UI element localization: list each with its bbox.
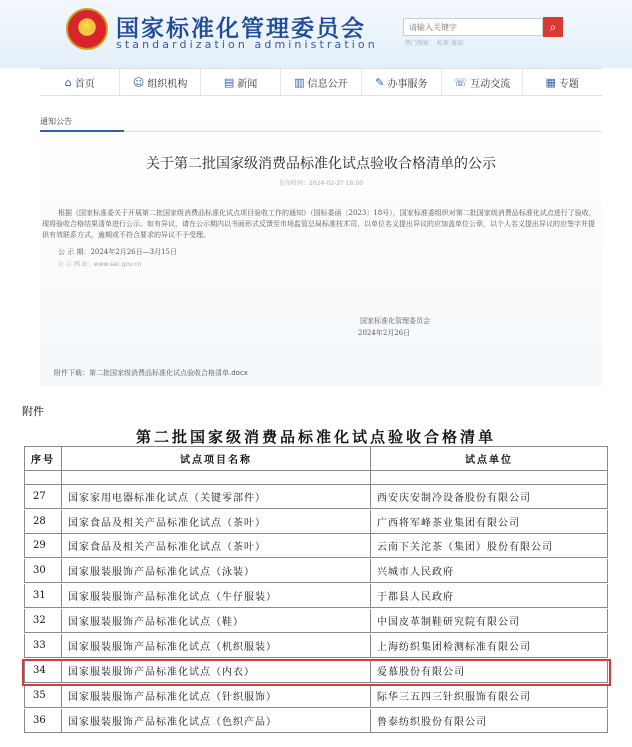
table-cell: 云南下关沱茶（集团）股份有限公司: [371, 534, 608, 557]
results-table: [24, 446, 608, 728]
table-cell: 国家服装服饰产品标准化试点（泳装）: [62, 559, 371, 582]
notice-site: 公 示 网 站：www.sac.gov.cn: [58, 261, 142, 268]
news-icon: ▤: [223, 75, 235, 89]
table-cell: 31: [24, 584, 62, 607]
national-emblem-icon: ★: [66, 8, 108, 50]
notice-panel: [40, 106, 602, 386]
main-nav: [40, 68, 602, 96]
nav-item-5[interactable]: [442, 69, 522, 95]
site-name[interactable]: 国家标准化管理委员会: [116, 16, 366, 42]
table-cell: [62, 471, 371, 484]
table-header-row: [24, 447, 608, 471]
table-row: [24, 510, 608, 534]
nav-item-0[interactable]: [40, 69, 120, 95]
nav-label: 专题: [558, 78, 579, 90]
table-cell: 际华三五四三针织服饰有限公司: [371, 684, 608, 707]
table-cell: 国家服装服饰产品标准化试点（机织服装）: [62, 634, 371, 657]
table-cell: 鲁泰纺织股份有限公司: [371, 709, 608, 732]
table-spacer-row: [24, 471, 608, 485]
table-cell: [24, 471, 62, 484]
column-header: 试点项目名称: [62, 447, 371, 470]
site-header: [0, 0, 632, 68]
nav-item-6[interactable]: [523, 69, 602, 95]
notice-body: 根据《国家标准委关于开展第二批国家级消费品标准化试点项目验收工作的通知》（国标委函〔2023〕18号），国家标准委组织对第二批国家级消费品标准化试点进行了验收，现将验收合格结果清单进行公示。如有异议，请在公示期内以书面形式反馈至市场监管总局标准技术司，以单位名义提出异议的应加盖单位公章，以个人名义提出异议的应签字并提供有效联系方式，逾期或不符合要求的异议不予受理。: [42, 209, 596, 239]
tab-bar: [40, 112, 602, 132]
nav-item-2[interactable]: [201, 69, 281, 95]
nav-item-1[interactable]: [120, 69, 200, 95]
column-header: 序号: [24, 447, 62, 470]
table-cell: 国家服装服饰产品标准化试点（内衣）: [62, 659, 371, 682]
nav-label: 首页: [74, 78, 95, 90]
nav-label: 信息公开: [307, 78, 348, 90]
search-input[interactable]: [403, 18, 543, 36]
nav-label: 新闻: [237, 78, 258, 90]
table-cell: [371, 471, 608, 484]
table-cell: 上海纺织集团检测标准有限公司: [371, 634, 608, 657]
attachment-download-link[interactable]: 附件下载：第二批国家级消费品标准化试点验收合格清单.docx: [54, 369, 248, 377]
column-header: 试点单位: [371, 447, 608, 470]
table-cell: 于都县人民政府: [371, 584, 608, 607]
nav-item-3[interactable]: [281, 69, 361, 95]
table-row: [24, 485, 608, 509]
list-title: 第二批国家级消费品标准化试点验收合格清单: [135, 428, 496, 446]
signature-date: 2024年2月26日: [358, 329, 411, 337]
table-cell: 国家食品及相关产品标准化试点（茶叶）: [62, 510, 371, 533]
tab-notices[interactable]: 通知公告: [40, 117, 72, 126]
hot-words: 热门搜索： 标准 通知: [405, 40, 463, 47]
table-cell: 国家服装服饰产品标准化试点（针织服饰）: [62, 684, 371, 707]
topic-icon: ▦: [545, 75, 556, 89]
notice-period: 公 示 期：2024年2月26日—3月15日: [58, 248, 177, 256]
table-cell: 27: [24, 485, 62, 508]
table-cell: 中国皮革制鞋研究院有限公司: [371, 609, 608, 632]
table-row: [24, 584, 608, 608]
table-row: [24, 609, 608, 633]
search-icon[interactable]: ⌕: [543, 17, 563, 37]
nav-label: 组织机构: [147, 78, 188, 90]
table-cell: 33: [24, 634, 62, 657]
publish-time: 发布时间：2024-02-27 16:00: [278, 180, 364, 187]
org-icon: ☺: [132, 75, 145, 89]
table-row: [24, 559, 608, 583]
table-cell: 30: [24, 559, 62, 582]
table-cell: 32: [24, 609, 62, 632]
site-subtitle: standardization administration: [116, 38, 378, 51]
highlight-box: [22, 659, 611, 686]
notice-title: 关于第二批国家级消费品标准化试点验收合格清单的公示: [146, 156, 496, 172]
table-cell: 广西将军峰茶业集团有限公司: [371, 510, 608, 533]
table-row: [24, 709, 608, 733]
table-cell: 国家家用电器标准化试点（关键零部件）: [62, 485, 371, 508]
info-icon: ▥: [294, 75, 305, 89]
table-cell: 28: [24, 510, 62, 533]
table-cell: 国家服装服饰产品标准化试点（牛仔服装）: [62, 584, 371, 607]
table-cell: 爱慕股份有限公司: [371, 659, 608, 682]
nav-label: 办事服务: [387, 78, 428, 90]
table-cell: 国家食品及相关产品标准化试点（茶叶）: [62, 534, 371, 557]
service-icon: ✎: [375, 75, 385, 89]
attachment-label: 附件: [22, 405, 44, 418]
table-row: [24, 684, 608, 708]
table-cell: 国家服装服饰产品标准化试点（色织产品）: [62, 709, 371, 732]
tab-underline: [40, 130, 124, 132]
chat-icon: ☏: [453, 75, 468, 89]
home-icon: ⌂: [64, 75, 72, 89]
table-cell: 35: [24, 684, 62, 707]
signature-org: 国家标准化管理委员会: [360, 317, 430, 325]
table-cell: 34: [24, 659, 62, 682]
table-cell: 兴城市人民政府: [371, 559, 608, 582]
table-row: [24, 634, 608, 658]
table-cell: 29: [24, 534, 62, 557]
nav-item-4[interactable]: [362, 69, 442, 95]
table-cell: 国家服装服饰产品标准化试点（鞋）: [62, 609, 371, 632]
table-cell: 36: [24, 709, 62, 732]
table-cell: 西安庆安制冷设备股份有限公司: [371, 485, 608, 508]
nav-label: 互动交流: [470, 78, 511, 90]
table-row: [24, 534, 608, 558]
